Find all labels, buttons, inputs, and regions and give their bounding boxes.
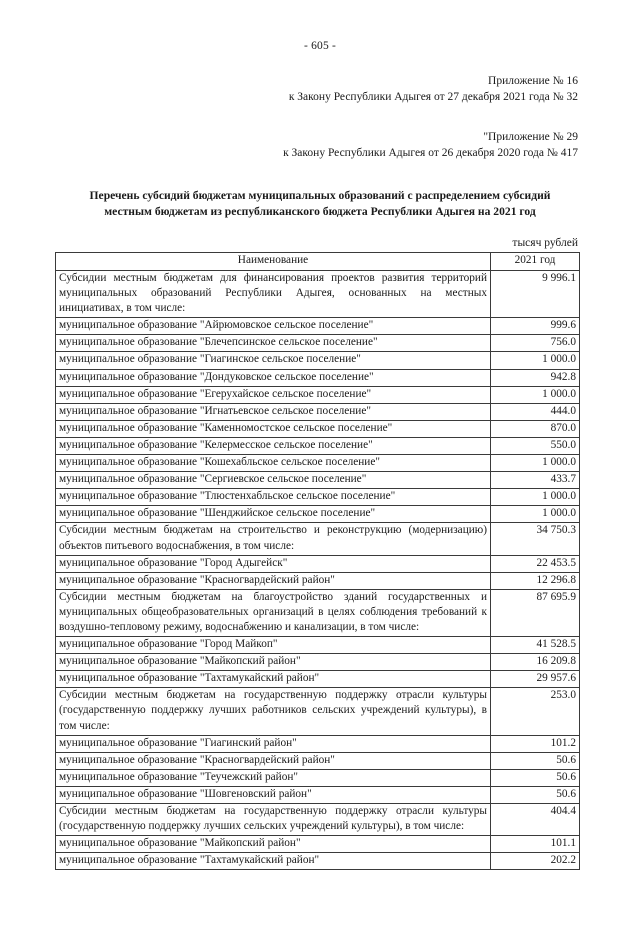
municipality-name: муниципальное образование "Тлюстенхабльское сельское поселение" [56,489,491,506]
appendix-reference-first [0,73,640,105]
subsidy-group-name: Субсидии местным бюджетам на благоустройство зданий государственных и муниципальных общеобразовательных организаций в целях соблюдения требований к воздушно-тепловому режиму, водоснабжению и канализации, в том числе: [56,589,491,636]
amount-2021: 41 528.5 [491,637,580,654]
table-row [56,671,580,688]
table-row [56,420,580,437]
table-row [56,786,580,803]
amount-2021: 12 296.8 [491,572,580,589]
document-page [0,40,640,945]
table-row [56,572,580,589]
amount-2021: 202.2 [491,853,580,870]
page-title: Перечень субсидий бюджетам муниципальных образований с распределением субсидий местным бюджетам из республиканского бюджета Республики Адыгея на 2021 год [89,189,551,218]
municipality-name: муниципальное образование "Блечепсинское сельское поселение" [56,335,491,352]
amount-2021: 1 000.0 [491,489,580,506]
municipality-name: муниципальное образование "Шенджийское сельское поселение" [56,506,491,523]
table-row [56,735,580,752]
table-row [56,688,580,735]
municipality-name: муниципальное образование "Гиагинское сельское поселение" [56,352,491,369]
amount-2021: 999.6 [491,318,580,335]
amount-2021: 50.6 [491,752,580,769]
amount-2021: 22 453.5 [491,555,580,572]
table-header-row [56,253,580,271]
table-row [56,804,580,836]
amount-2021: 444.0 [491,403,580,420]
table-row [56,318,580,335]
amount-2021: 29 957.6 [491,671,580,688]
amount-2021: 1 000.0 [491,386,580,403]
amount-2021: 50.6 [491,786,580,803]
amount-2021: 101.1 [491,836,580,853]
appendix-first-reference: к Закону Республики Адыгея от 27 декабря 2021 года № 32 [288,91,578,103]
amount-2021: 253.0 [491,688,580,735]
amount-2021: 870.0 [491,420,580,437]
amount-2021: 50.6 [491,769,580,786]
municipality-name: муниципальное образование "Майкопский район" [56,654,491,671]
municipality-name: муниципальное образование "Каменномостское сельское поселение" [56,420,491,437]
amount-2021: 87 695.9 [491,589,580,636]
municipality-name: муниципальное образование "Город Майкоп" [56,637,491,654]
amount-2021: 550.0 [491,437,580,454]
table-row [56,335,580,352]
table-row [56,637,580,654]
amount-2021: 101.2 [491,735,580,752]
table-row [56,836,580,853]
municipality-name: муниципальное образование "Келермесское сельское поселение" [56,437,491,454]
table-row [56,489,580,506]
table-row [56,853,580,870]
page-number: - 605 - [303,40,337,52]
appendix-first-title: Приложение № 16 [488,75,578,87]
amount-2021: 1 000.0 [491,352,580,369]
appendix-second-reference: к Закону Республики Адыгея от 26 декабря 2020 года № 417 [283,147,578,159]
subsidy-distribution-table [55,252,580,870]
municipality-name: муниципальное образование "Дондуковское сельское поселение" [56,369,491,386]
table-row [56,523,580,555]
table-row [56,752,580,769]
municipality-name: муниципальное образование "Тахтамукайский район" [56,853,491,870]
table-row [56,472,580,489]
municipality-name: муниципальное образование "Айрюмовское сельское поселение" [56,318,491,335]
municipality-name: муниципальное образование "Игнатьевское сельское поселение" [56,403,491,420]
amount-2021: 9 996.1 [491,271,580,318]
municipality-name: муниципальное образование "Егерухайское сельское поселение" [56,386,491,403]
subsidy-group-name: Субсидии местным бюджетам на строительство и реконструкцию (модернизацию) объектов питьевого водоснабжения, в том числе: [56,523,491,555]
table-row [56,403,580,420]
municipality-name: муниципальное образование "Гиагинский район" [56,735,491,752]
municipality-name: муниципальное образование "Кошехабльское сельское поселение" [56,455,491,472]
amount-2021: 433.7 [491,472,580,489]
table-row [56,271,580,318]
amount-2021: 404.4 [491,804,580,836]
column-header-year: 2021 год [491,253,580,271]
subsidy-group-name: Субсидии местным бюджетам на государственную поддержку отрасли культуры (государственную поддержку лучших сельских учреждений культуры), в том числе: [56,804,491,836]
municipality-name: муниципальное образование "Красногвардейский район" [56,752,491,769]
municipality-name: муниципальное образование "Город Адыгейск" [56,555,491,572]
amount-2021: 1 000.0 [491,455,580,472]
table-row [56,654,580,671]
appendix-second-title: "Приложение № 29 [483,131,578,143]
amount-2021: 756.0 [491,335,580,352]
table-row [56,386,580,403]
table-body [56,271,580,870]
table-row [56,352,580,369]
amount-2021: 942.8 [491,369,580,386]
table-row [56,506,580,523]
municipality-name: муниципальное образование "Шовгеновский район" [56,786,491,803]
column-header-name: Наименование [56,253,491,271]
municipality-name: муниципальное образование "Тахтамукайский район" [56,671,491,688]
appendix-reference-second [0,129,640,161]
table-row [56,589,580,636]
municipality-name: муниципальное образование "Сергиевское сельское поселение" [56,472,491,489]
amount-2021: 16 209.8 [491,654,580,671]
amount-2021: 34 750.3 [491,523,580,555]
table-row [56,555,580,572]
subsidy-group-name: Субсидии местным бюджетам на государственную поддержку отрасли культуры (государственную поддержку лучших работников сельских учреждений культуры), в том числе: [56,688,491,735]
table-row [56,369,580,386]
municipality-name: муниципальное образование "Теучежский район" [56,769,491,786]
table-row [56,455,580,472]
subsidy-group-name: Субсидии местным бюджетам для финансирования проектов развития территорий муниципальных образований Республики Адыгея, основанных на местных инициативах, в том числе: [56,271,491,318]
amount-2021: 1 000.0 [491,506,580,523]
table-row [56,437,580,454]
table-row [56,769,580,786]
units-label: тысяч рублей [512,237,578,249]
municipality-name: муниципальное образование "Красногвардейский район" [56,572,491,589]
municipality-name: муниципальное образование "Майкопский район" [56,836,491,853]
